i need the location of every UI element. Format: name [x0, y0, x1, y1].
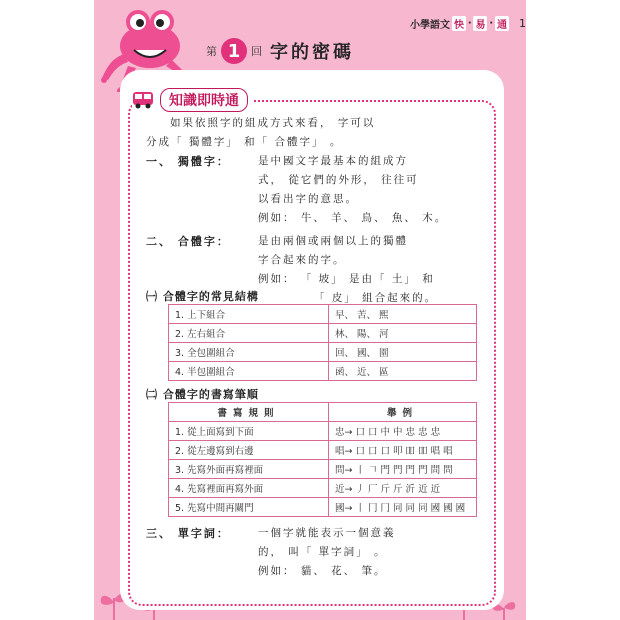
example-cell: 早、 苦、 熙 [329, 305, 477, 324]
structure-cell: 3. 全包圍組合 [169, 343, 329, 362]
table-row [169, 305, 477, 324]
item1-line-1: 是中國文字最基本的組成方 [258, 155, 408, 167]
item2-line-1: 是由兩個或兩個以上的獨體 [258, 235, 408, 247]
item-solo-characters [146, 152, 486, 228]
example-cell: 函、 近、 區 [329, 362, 477, 381]
item-single-character-words [146, 524, 486, 581]
example-cell: 國→ 丨 冂 冂 同 同 同 國 國 國 [329, 498, 477, 517]
item1-label: 一、 獨體字： [146, 155, 230, 168]
example-cell: 唱→ 口 口 口 叩 吅 吅 唱 唱 [329, 441, 477, 460]
lesson-number-badge: 1 [221, 38, 247, 64]
table-header-row [169, 403, 477, 422]
item1-line-3: 以看出字的意思。 [258, 193, 358, 205]
table-row [169, 498, 477, 517]
item1-example: 例如： 牛、 羊、 鳥、 魚、 木。 [258, 212, 448, 224]
page-number: 1 [518, 17, 526, 30]
lesson-name: 字的密碼 [270, 42, 354, 63]
item2-label: 二、 合體字： [146, 235, 230, 248]
intro-line-2: 分成「 獨體字」 和「 合體字」 。 [146, 136, 343, 148]
table1-heading: ㈠ 合體字的常見結構 [146, 290, 259, 303]
rule-cell: 4. 先寫裡面再寫外面 [169, 479, 329, 498]
example-cell: 忠→ 口 口 中 中 忠 忠 忠 [329, 422, 477, 441]
structure-cell: 1. 上下組合 [169, 305, 329, 324]
rule-cell: 1. 從上面寫到下面 [169, 422, 329, 441]
book-brand [410, 16, 526, 31]
example-cell: 回、 國、 園 [329, 343, 477, 362]
structure-table [168, 304, 477, 381]
rule-cell: 5. 先寫中間再關門 [169, 498, 329, 517]
item3-example: 例如： 貓、 花、 筆。 [258, 565, 387, 577]
bus-icon [132, 91, 154, 109]
lesson-suffix: 回 [251, 45, 262, 58]
table-row [169, 362, 477, 381]
item2-line-2: 字合起來的字。 [258, 254, 346, 266]
rule-cell: 2. 從左邊寫到右邊 [169, 441, 329, 460]
intro-paragraph [146, 114, 486, 152]
stroke-order-table [168, 402, 477, 517]
item1-line-2: 式， 從它們的外形， 往往可 [258, 174, 419, 186]
item2-example-2: 「 皮」 組合起來的。 [314, 292, 438, 304]
lesson-prefix: 第 [206, 45, 217, 58]
table2-heading: ㈡ 合體字的書寫筆順 [146, 388, 259, 401]
section-title: 知識即時通 [160, 88, 248, 112]
lesson-title [206, 38, 354, 64]
example-column-header: 舉例 [329, 403, 477, 422]
table-row [169, 343, 477, 362]
brand-separator-1: ‧ [468, 18, 472, 29]
example-cell: 近→ 丿 厂 斤 斤 沂 近 近 [329, 479, 477, 498]
example-cell: 問→ 丨 𠃍 門 門 門 門 問 問 [329, 460, 477, 479]
item3-line-2: 的， 叫「 單字詞」 。 [258, 546, 387, 558]
brand-highlight-1: 快 [452, 16, 466, 31]
brand-name: 小學語文 [410, 20, 450, 31]
structure-cell: 4. 半包圍組合 [169, 362, 329, 381]
section-header [132, 88, 252, 112]
item3-line-1: 一個字就能表示一個意義 [258, 527, 396, 539]
rule-cell: 3. 先寫外面再寫裡面 [169, 460, 329, 479]
brand-highlight-3: 通 [495, 16, 509, 31]
table-row [169, 479, 477, 498]
structure-cell: 2. 左右組合 [169, 324, 329, 343]
rule-column-header: 書寫規則 [169, 403, 329, 422]
item3-label: 三、 單字詞： [146, 527, 230, 540]
item2-example-1: 例如： 「 坡」 是由「 土」 和 [258, 273, 435, 285]
table-row [169, 324, 477, 343]
brand-highlight-2: 易 [473, 16, 487, 31]
example-cell: 林、 陽、 河 [329, 324, 477, 343]
brand-separator-2: ‧ [489, 18, 493, 29]
table-row [169, 460, 477, 479]
intro-line-1: 如果依照字的組成方式來看， 字可以 [170, 117, 376, 129]
table-row [169, 441, 477, 460]
table-row [169, 422, 477, 441]
